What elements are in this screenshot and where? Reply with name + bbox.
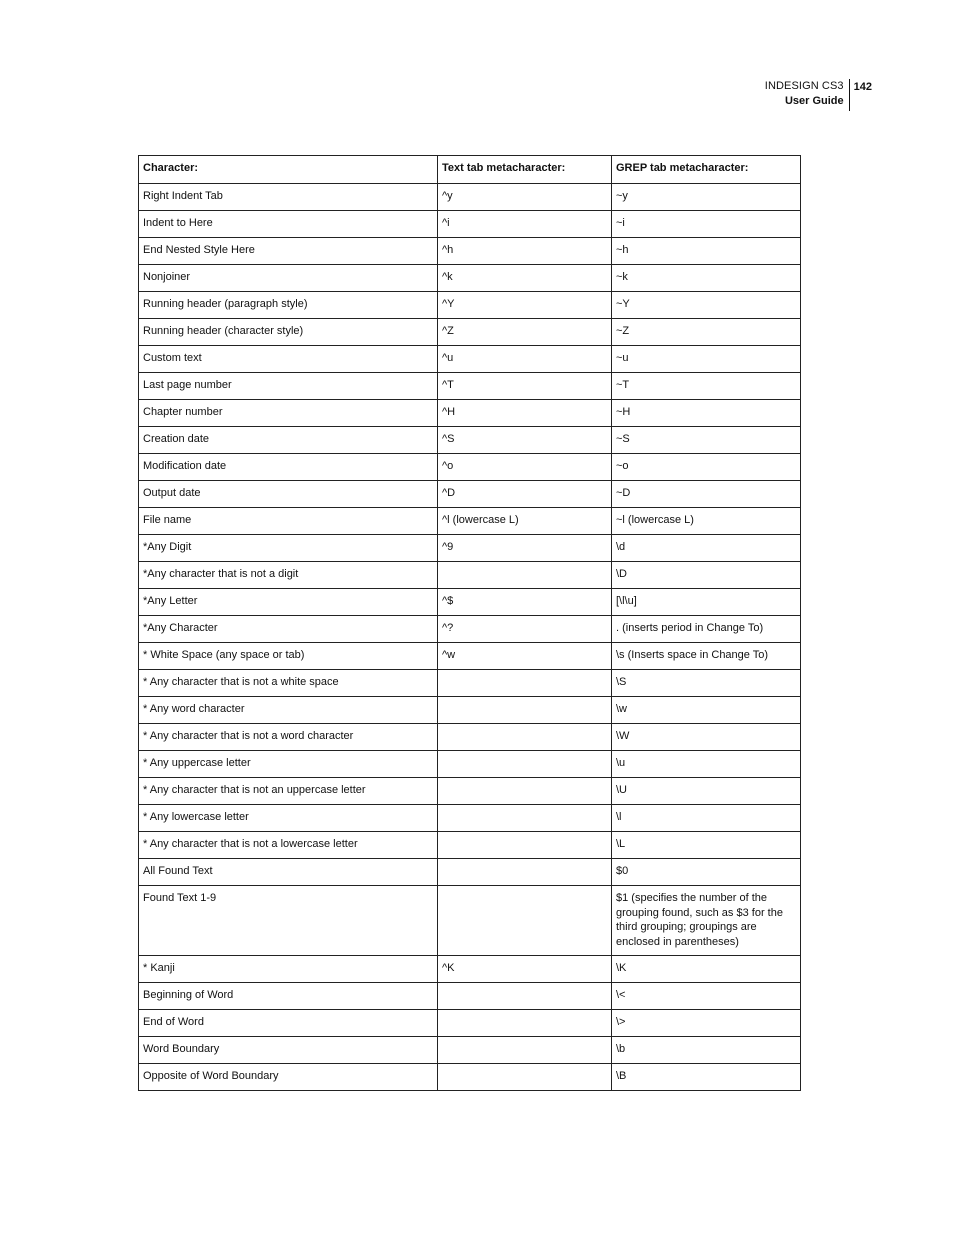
table-row	[139, 1037, 801, 1064]
text-tab-cell: ^o	[438, 454, 612, 481]
text-tab-cell: ^$	[438, 589, 612, 616]
text-tab-cell	[438, 670, 612, 697]
text-tab-cell	[438, 697, 612, 724]
table-row	[139, 956, 801, 983]
grep-tab-cell: ~S	[612, 427, 801, 454]
character-cell: Running header (paragraph style)	[139, 292, 438, 319]
character-cell: * Any lowercase letter	[139, 805, 438, 832]
grep-tab-cell: \s (Inserts space in Change To)	[612, 643, 801, 670]
table-row	[139, 454, 801, 481]
grep-tab-cell: ~D	[612, 481, 801, 508]
text-tab-cell: ^T	[438, 373, 612, 400]
character-cell: Running header (character style)	[139, 319, 438, 346]
character-cell: Custom text	[139, 346, 438, 373]
grep-tab-cell: ~k	[612, 265, 801, 292]
table-row	[139, 481, 801, 508]
text-tab-cell: ^w	[438, 643, 612, 670]
grep-tab-cell: \U	[612, 778, 801, 805]
grep-tab-cell: \w	[612, 697, 801, 724]
text-tab-cell	[438, 832, 612, 859]
grep-tab-cell: ~H	[612, 400, 801, 427]
character-cell: * Any character that is not a word character	[139, 724, 438, 751]
character-cell: Chapter number	[139, 400, 438, 427]
grep-tab-cell: \L	[612, 832, 801, 859]
character-cell: Nonjoiner	[139, 265, 438, 292]
table-row	[139, 1064, 801, 1091]
table-row	[139, 832, 801, 859]
guide-name: User Guide	[784, 95, 844, 107]
table-row	[139, 292, 801, 319]
character-cell: *Any Letter	[139, 589, 438, 616]
character-cell: Found Text 1-9	[139, 886, 438, 956]
character-cell: Beginning of Word	[139, 983, 438, 1010]
table-row	[139, 319, 801, 346]
table-row	[139, 643, 801, 670]
character-cell: * Any uppercase letter	[139, 751, 438, 778]
text-tab-cell	[438, 751, 612, 778]
table-row	[139, 751, 801, 778]
character-cell: Word Boundary	[139, 1037, 438, 1064]
grep-tab-cell: ~i	[612, 211, 801, 238]
grep-tab-cell: \S	[612, 670, 801, 697]
text-tab-cell	[438, 1064, 612, 1091]
table-row	[139, 983, 801, 1010]
table-row	[139, 1010, 801, 1037]
character-cell: Right Indent Tab	[139, 184, 438, 211]
text-tab-cell	[438, 724, 612, 751]
character-cell: *Any character that is not a digit	[139, 562, 438, 589]
grep-tab-cell: ~h	[612, 238, 801, 265]
character-cell: *Any Character	[139, 616, 438, 643]
table-row	[139, 238, 801, 265]
text-tab-cell	[438, 886, 612, 956]
character-cell: * White Space (any space or tab)	[139, 643, 438, 670]
metacharacter-table	[138, 155, 801, 1091]
character-cell: Indent to Here	[139, 211, 438, 238]
text-tab-cell: ^?	[438, 616, 612, 643]
character-cell: Opposite of Word Boundary	[139, 1064, 438, 1091]
table-row	[139, 373, 801, 400]
table-row	[139, 184, 801, 211]
text-tab-cell: ^l (lowercase L)	[438, 508, 612, 535]
text-tab-cell	[438, 805, 612, 832]
text-tab-cell: ^K	[438, 956, 612, 983]
text-tab-cell	[438, 562, 612, 589]
text-tab-cell	[438, 983, 612, 1010]
table-row	[139, 859, 801, 886]
character-cell: * Any character that is not a lowercase letter	[139, 832, 438, 859]
column-header-character: Character:	[139, 156, 438, 184]
grep-tab-cell: \d	[612, 535, 801, 562]
character-cell: Creation date	[139, 427, 438, 454]
grep-tab-cell: [\l\u]	[612, 589, 801, 616]
character-cell: End Nested Style Here	[139, 238, 438, 265]
column-header-grep-tab: GREP tab metacharacter:	[612, 156, 801, 184]
character-cell: File name	[139, 508, 438, 535]
grep-tab-cell: \W	[612, 724, 801, 751]
running-header-text	[765, 79, 849, 109]
table-row	[139, 886, 801, 956]
grep-tab-cell: ~l (lowercase L)	[612, 508, 801, 535]
text-tab-cell: ^D	[438, 481, 612, 508]
grep-tab-cell: ~Y	[612, 292, 801, 319]
table-row	[139, 616, 801, 643]
table-row	[139, 670, 801, 697]
table-row	[139, 535, 801, 562]
grep-tab-cell: \>	[612, 1010, 801, 1037]
table-row	[139, 427, 801, 454]
grep-tab-cell: \b	[612, 1037, 801, 1064]
grep-tab-cell: ~Z	[612, 319, 801, 346]
product-name: INDESIGN CS3	[764, 80, 844, 92]
grep-tab-cell: ~y	[612, 184, 801, 211]
text-tab-cell: ^h	[438, 238, 612, 265]
grep-tab-cell: ~o	[612, 454, 801, 481]
table-row	[139, 211, 801, 238]
character-cell: End of Word	[139, 1010, 438, 1037]
table-body	[139, 184, 801, 1091]
text-tab-cell: ^y	[438, 184, 612, 211]
grep-tab-cell: \B	[612, 1064, 801, 1091]
text-tab-cell: ^k	[438, 265, 612, 292]
character-cell: Last page number	[139, 373, 438, 400]
text-tab-cell	[438, 859, 612, 886]
table-row	[139, 589, 801, 616]
grep-tab-cell: \<	[612, 983, 801, 1010]
grep-tab-cell: ~T	[612, 373, 801, 400]
character-cell: All Found Text	[139, 859, 438, 886]
table-row	[139, 562, 801, 589]
text-tab-cell	[438, 1037, 612, 1064]
table-row	[139, 697, 801, 724]
grep-tab-cell: \u	[612, 751, 801, 778]
table-row	[139, 508, 801, 535]
character-cell: * Any word character	[139, 697, 438, 724]
table-row	[139, 265, 801, 292]
character-cell: * Kanji	[139, 956, 438, 983]
text-tab-cell: ^Y	[438, 292, 612, 319]
character-cell: Output date	[139, 481, 438, 508]
character-cell: * Any character that is not a white space	[139, 670, 438, 697]
page-number: 142	[853, 81, 872, 93]
grep-tab-cell: \D	[612, 562, 801, 589]
grep-tab-cell: $1 (specifies the number of the grouping found, such as $3 for the third grouping; groupings are enclosed in parentheses)	[612, 886, 801, 956]
character-cell: *Any Digit	[139, 535, 438, 562]
table-row	[139, 805, 801, 832]
text-tab-cell: ^i	[438, 211, 612, 238]
text-tab-cell: ^Z	[438, 319, 612, 346]
text-tab-cell: ^S	[438, 427, 612, 454]
column-header-text-tab: Text tab metacharacter:	[438, 156, 612, 184]
text-tab-cell	[438, 1010, 612, 1037]
text-tab-cell: ^9	[438, 535, 612, 562]
grep-tab-cell: ~u	[612, 346, 801, 373]
table-row	[139, 724, 801, 751]
table-header-row	[139, 156, 801, 184]
grep-tab-cell: \K	[612, 956, 801, 983]
text-tab-cell: ^H	[438, 400, 612, 427]
character-cell: Modification date	[139, 454, 438, 481]
text-tab-cell	[438, 778, 612, 805]
table-row	[139, 346, 801, 373]
character-cell: * Any character that is not an uppercase letter	[139, 778, 438, 805]
grep-tab-cell: \l	[612, 805, 801, 832]
text-tab-cell: ^u	[438, 346, 612, 373]
grep-tab-cell: $0	[612, 859, 801, 886]
table-row	[139, 400, 801, 427]
grep-tab-cell: . (inserts period in Change To)	[612, 616, 801, 643]
table-row	[139, 778, 801, 805]
running-header	[765, 79, 872, 111]
